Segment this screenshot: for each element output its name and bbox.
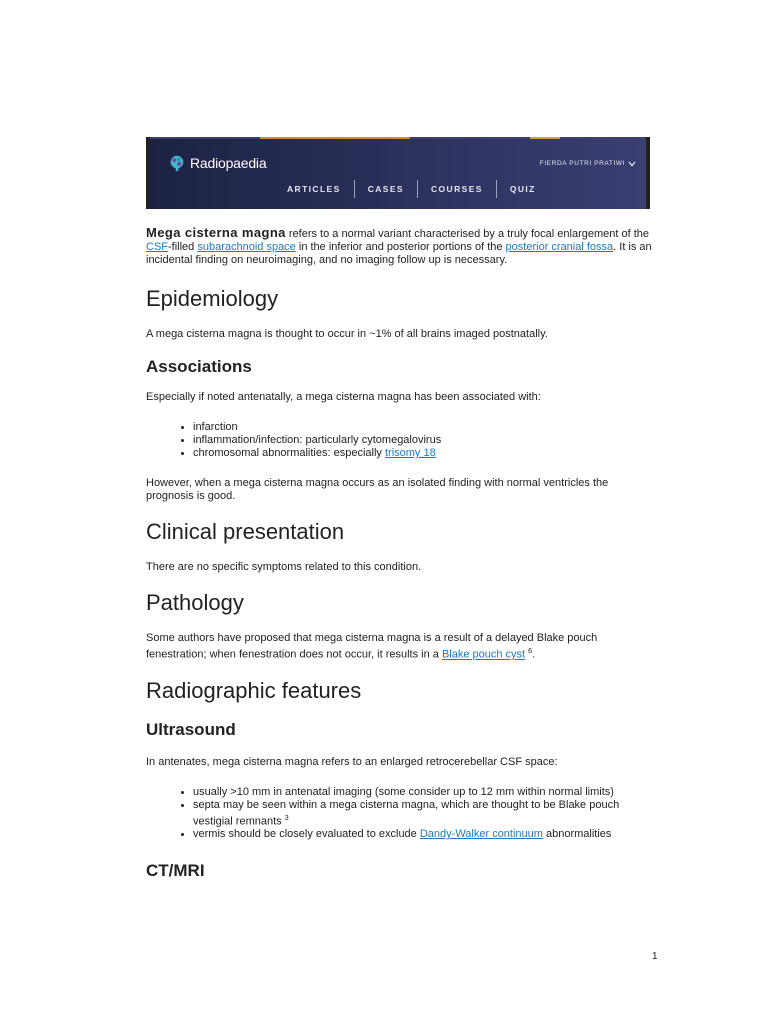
list-item: • inflammation/infection: particularly cytomegalovirus xyxy=(193,434,658,447)
list-item xyxy=(193,799,658,829)
pathology-text xyxy=(146,632,658,662)
document-page xyxy=(146,137,658,881)
list-item xyxy=(193,828,658,841)
associations-text: Especially if noted antenatally, a mega cisterna magna has been associated with: xyxy=(146,391,541,403)
chevron-down-icon xyxy=(628,161,636,167)
list-item-text-after: abnormalities xyxy=(542,828,612,841)
associations-note: However, when a mega cisterna magna occurs as an isolated finding with normal ventricles the prognosis is good. xyxy=(146,477,609,502)
user-menu[interactable] xyxy=(540,160,636,167)
banner-topline xyxy=(150,137,646,139)
epidemiology-heading: Epidemiology xyxy=(146,286,279,311)
subarachnoid-space-link[interactable]: subarachnoid space xyxy=(197,241,296,253)
citation-sup: 3 xyxy=(284,814,289,822)
intro-text-2: -filled xyxy=(168,241,198,253)
trisomy-18-link[interactable]: trisomy 18 xyxy=(384,447,436,459)
radiographic-heading: Radiographic features xyxy=(146,677,362,703)
intro-term: Mega cisterna magna xyxy=(146,225,286,240)
posterior-cranial-fossa-link[interactable]: posterior cranial fossa xyxy=(505,241,614,253)
list-item: • infarction xyxy=(193,421,658,434)
dandy-walker-continuum-link[interactable]: Dandy-Walker continuum xyxy=(419,828,543,841)
pathology-text-2: . xyxy=(532,648,536,661)
banner-accent xyxy=(260,137,410,139)
radiopaedia-banner xyxy=(146,137,650,209)
user-name: FIERDA PUTRI PRATIWI xyxy=(539,160,625,167)
list-item-text: vermis should be closely evaluated to exclude xyxy=(193,828,420,841)
ultrasound-heading: Ultrasound xyxy=(146,719,236,739)
blake-pouch-cyst-link[interactable]: Blake pouch cyst xyxy=(441,648,526,661)
nav-courses[interactable]: COURSES xyxy=(431,184,483,194)
pathology-heading: Pathology xyxy=(146,590,244,615)
radiopaedia-logo[interactable] xyxy=(168,154,266,172)
nav-articles[interactable]: ARTICLES xyxy=(287,184,341,194)
intro-text-1: refers to a normal variant characterised by a truly focal enlargement of the xyxy=(285,228,650,240)
list-item xyxy=(193,447,658,460)
brain-logo-icon xyxy=(168,154,186,172)
ultrasound-list xyxy=(146,786,658,842)
banner-accent-2 xyxy=(530,137,560,139)
list-item-text: chromosomal abnormalities: especially xyxy=(193,447,385,459)
clinical-text: There are no specific symptoms related to this condition. xyxy=(146,561,422,573)
intro-paragraph xyxy=(146,226,658,267)
pathology-text-1: Some authors have proposed that mega cisterna magna is a result of a delayed Blake pouch fenestration; when fenestration does not occur, it results in a xyxy=(146,632,598,661)
epidemiology-text: A mega cisterna magna is thought to occur in ~1% of all brains imaged postnatally. xyxy=(146,328,548,340)
intro-text-3: in the inferior and posterior portions of the xyxy=(295,241,506,253)
associations-list xyxy=(146,421,658,460)
ct-mri-heading: CT/MRI xyxy=(146,861,205,881)
nav-cases[interactable]: CASES xyxy=(367,184,404,194)
nav-quiz[interactable]: QUIZ xyxy=(509,184,536,194)
main-nav xyxy=(274,180,549,198)
list-item-text: septa may be seen within a mega cisterna magna, which are thought to be Blake pouch vestigial remnants xyxy=(193,798,620,828)
clinical-heading: Clinical presentation xyxy=(146,519,345,544)
ultrasound-text: In antenates, mega cisterna magna refers to an enlarged retrocerebellar CSF space: xyxy=(146,755,558,768)
list-item: • usually >10 mm in antenatal imaging (some consider up to 12 mm within normal limits) xyxy=(193,786,658,799)
associations-heading: Associations xyxy=(146,357,252,376)
logo-text: Radiopaedia xyxy=(190,155,267,171)
csf-link[interactable]: CSF xyxy=(146,241,168,253)
page-number: 1 xyxy=(652,951,658,962)
intro-text-4: . It is an incidental finding on neuroimaging, and no imaging follow up is necessary. xyxy=(146,241,652,266)
citation-sup: 6 xyxy=(528,648,533,655)
